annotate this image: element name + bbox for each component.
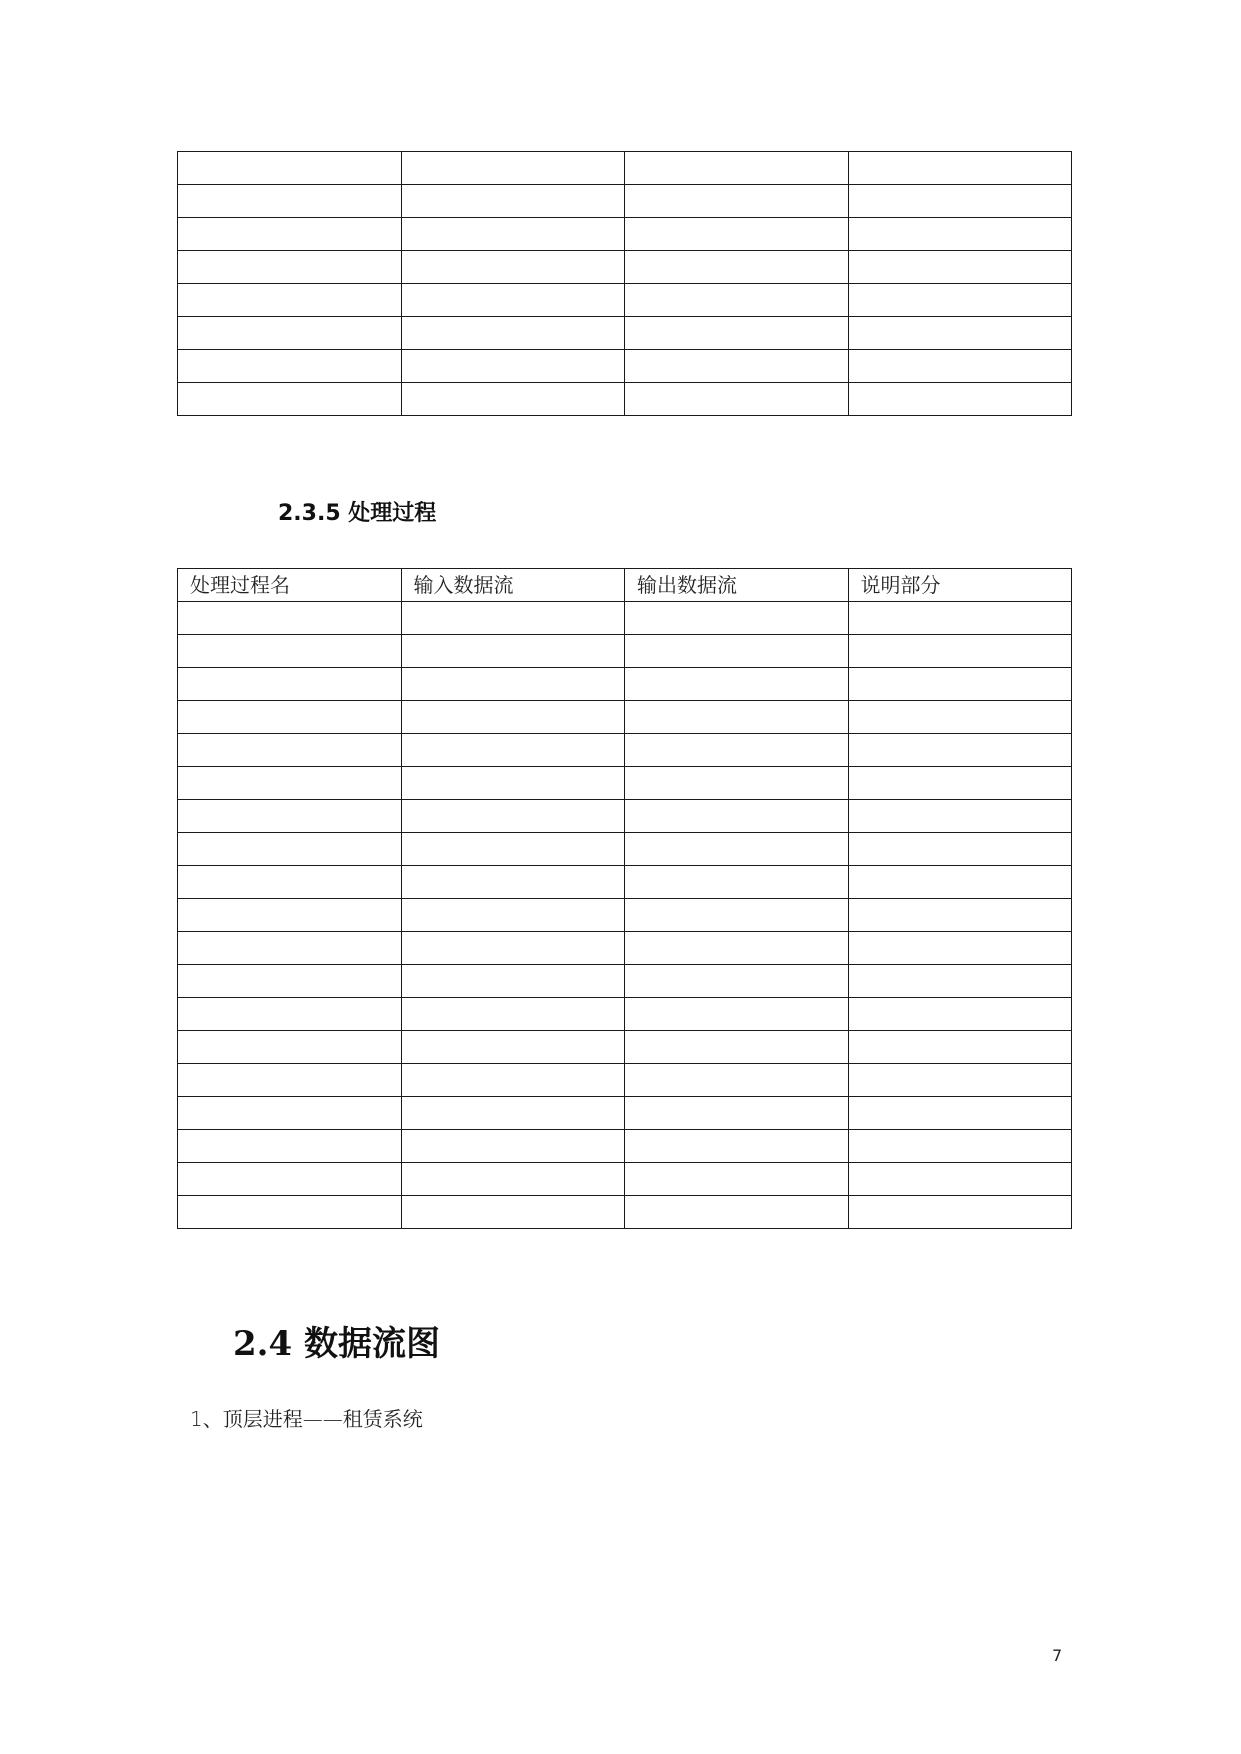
table-cell — [625, 668, 849, 701]
table-cell — [848, 1196, 1072, 1229]
table-row — [178, 1031, 1072, 1064]
table-cell — [848, 1163, 1072, 1196]
table-row — [178, 1064, 1072, 1097]
table-cell — [401, 1130, 625, 1163]
table-cell — [178, 833, 402, 866]
table-cell — [178, 932, 402, 965]
table-cell — [178, 1196, 402, 1229]
table-cell — [625, 1130, 849, 1163]
table-cell — [848, 602, 1072, 635]
table-cell — [848, 251, 1072, 284]
table-cell — [625, 218, 849, 251]
table-cell — [178, 602, 402, 635]
continued-table — [177, 151, 1072, 416]
table-row — [178, 635, 1072, 668]
table-row — [178, 734, 1072, 767]
table-cell — [625, 317, 849, 350]
table-cell — [178, 152, 402, 185]
table-cell — [401, 932, 625, 965]
table-cell — [401, 701, 625, 734]
table-row — [178, 1163, 1072, 1196]
table-cell — [625, 1064, 849, 1097]
table-cell — [625, 800, 849, 833]
table-row — [178, 998, 1072, 1031]
table-cell — [625, 1196, 849, 1229]
table-row — [178, 767, 1072, 800]
table-cell — [848, 152, 1072, 185]
table-cell — [625, 350, 849, 383]
table-row — [178, 185, 1072, 218]
table-row — [178, 932, 1072, 965]
table-cell — [401, 1163, 625, 1196]
table-row — [178, 1097, 1072, 1130]
table-cell — [401, 284, 625, 317]
table-row — [178, 1196, 1072, 1229]
header-process-name: 处理过程名 — [178, 569, 402, 602]
section-heading-2-4: 2.4 数据流图 — [233, 1324, 440, 1364]
table-cell — [401, 800, 625, 833]
table-row — [178, 866, 1072, 899]
table-cell — [178, 800, 402, 833]
table-cell — [178, 668, 402, 701]
table-cell — [848, 800, 1072, 833]
table-row — [178, 152, 1072, 185]
table-cell — [848, 1097, 1072, 1130]
table-cell — [625, 1163, 849, 1196]
table-cell — [178, 635, 402, 668]
table-cell — [178, 251, 402, 284]
table-cell — [401, 251, 625, 284]
table-cell — [848, 965, 1072, 998]
table-cell — [848, 833, 1072, 866]
table-cell — [401, 833, 625, 866]
table-row — [178, 800, 1072, 833]
table-cell — [178, 1031, 402, 1064]
table-cell — [401, 965, 625, 998]
table-cell — [625, 734, 849, 767]
table-cell — [401, 668, 625, 701]
table-cell — [178, 998, 402, 1031]
table-cell — [848, 1031, 1072, 1064]
table-cell — [625, 152, 849, 185]
table-cell — [848, 899, 1072, 932]
table-cell — [401, 1196, 625, 1229]
table-cell — [848, 701, 1072, 734]
table-cell — [401, 635, 625, 668]
table-cell — [625, 866, 849, 899]
header-description: 说明部分 — [848, 569, 1072, 602]
table-cell — [848, 1130, 1072, 1163]
table-cell — [848, 185, 1072, 218]
process-table — [177, 568, 1072, 1229]
table-cell — [178, 965, 402, 998]
table-cell — [401, 1097, 625, 1130]
table-cell — [848, 635, 1072, 668]
table-cell — [848, 668, 1072, 701]
table-cell — [401, 767, 625, 800]
table-cell — [848, 1064, 1072, 1097]
table-cell — [625, 701, 849, 734]
table-cell — [625, 383, 849, 416]
table-cell — [625, 767, 849, 800]
table-cell — [848, 317, 1072, 350]
table-cell — [848, 218, 1072, 251]
table-cell — [178, 767, 402, 800]
table-cell — [401, 317, 625, 350]
table-cell — [401, 866, 625, 899]
table-cell — [625, 998, 849, 1031]
table-cell — [401, 1064, 625, 1097]
table-row — [178, 284, 1072, 317]
table-cell — [178, 218, 402, 251]
table-cell — [848, 767, 1072, 800]
table-cell — [848, 383, 1072, 416]
table-row — [178, 383, 1072, 416]
page-number: 7 — [1052, 1646, 1063, 1665]
table-cell — [848, 734, 1072, 767]
table-cell — [625, 185, 849, 218]
continued-table-body — [178, 152, 1072, 416]
table-row — [178, 317, 1072, 350]
table-cell — [625, 833, 849, 866]
table-cell — [401, 734, 625, 767]
table-cell — [848, 350, 1072, 383]
table-cell — [848, 284, 1072, 317]
table-row — [178, 350, 1072, 383]
table-cell — [625, 635, 849, 668]
section-heading-2-3-5: 2.3.5 处理过程 — [278, 501, 437, 526]
table-cell — [625, 965, 849, 998]
table-row — [178, 701, 1072, 734]
table-cell — [625, 284, 849, 317]
table-cell — [178, 185, 402, 218]
process-table-body — [178, 569, 1072, 1229]
table-cell — [625, 1097, 849, 1130]
table-cell — [848, 998, 1072, 1031]
table-cell — [401, 350, 625, 383]
table-cell — [401, 1031, 625, 1064]
table-cell — [401, 899, 625, 932]
table-cell — [625, 899, 849, 932]
table-cell — [178, 1163, 402, 1196]
table-row — [178, 965, 1072, 998]
table-cell — [625, 251, 849, 284]
header-output-flow: 输出数据流 — [625, 569, 849, 602]
table-cell — [625, 932, 849, 965]
table-cell — [178, 1064, 402, 1097]
table-row — [178, 218, 1072, 251]
table-row — [178, 251, 1072, 284]
table-cell — [848, 866, 1072, 899]
table-cell — [625, 602, 849, 635]
process-table-header-row — [178, 569, 1072, 602]
table-cell — [178, 866, 402, 899]
table-cell — [178, 1097, 402, 1130]
header-input-flow: 输入数据流 — [401, 569, 625, 602]
table-cell — [401, 218, 625, 251]
table-row — [178, 899, 1072, 932]
table-cell — [625, 1031, 849, 1064]
table-cell — [178, 899, 402, 932]
table-cell — [401, 998, 625, 1031]
table-row — [178, 602, 1072, 635]
table-cell — [178, 284, 402, 317]
table-row — [178, 668, 1072, 701]
table-cell — [178, 350, 402, 383]
table-cell — [178, 383, 402, 416]
table-cell — [178, 1130, 402, 1163]
table-cell — [401, 152, 625, 185]
table-row — [178, 833, 1072, 866]
table-cell — [848, 932, 1072, 965]
list-item-top-level-process: 1、顶层进程——租赁系统 — [190, 1407, 423, 1431]
table-cell — [178, 734, 402, 767]
table-cell — [178, 701, 402, 734]
table-cell — [178, 317, 402, 350]
table-cell — [401, 185, 625, 218]
table-cell — [401, 383, 625, 416]
table-cell — [401, 602, 625, 635]
table-row — [178, 1130, 1072, 1163]
